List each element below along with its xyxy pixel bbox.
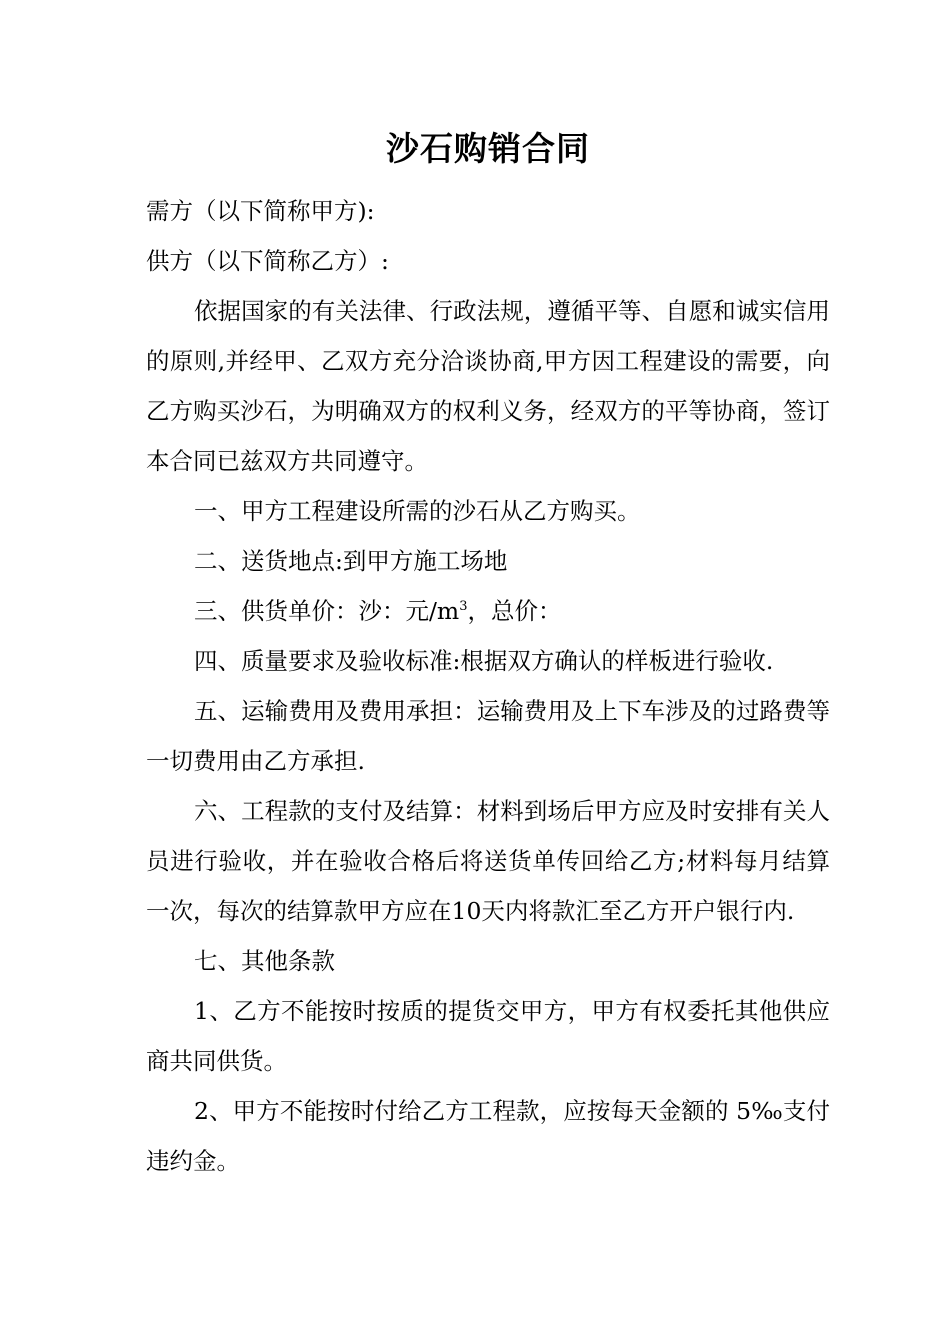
document-title: 沙石购销合同 [386,129,590,168]
clause-2: 二、送货地点:到甲方施工场地 [194,547,508,575]
seller-line: 供方（以下简称乙方）: [146,247,389,275]
clause-7-heading: 七、其他条款 [194,947,335,975]
clause-1: 一、甲方工程建设所需的沙石从乙方购买。 [194,497,641,525]
clause-6: 六、工程款的支付及结算：材料到场后甲方应及时安排有关人员进行验收，并在验收合格后将送货单传回给乙方;材料每月结算一次，每次的结算款甲方应在10天内将款汇至乙方开户银行内. [146,797,830,925]
buyer-line: 需方（以下简称甲方): [146,197,375,225]
contract-page [146,120,830,1186]
clause-4: 四、质量要求及验收标准:根据双方确认的样板进行验收. [194,647,774,675]
clause-3-text: 三、供货单价：沙：元/m [194,597,460,625]
clause-3-total: ，总价： [467,597,562,625]
clause-3 [146,586,830,636]
clause-7-item-1: 1、乙方不能按时按质的提货交甲方，甲方有权委托其他供应商共同供货。 [146,997,830,1075]
cubic-superscript: 3 [459,599,468,614]
clause-7-item-2: 2、甲方不能按时付给乙方工程款，应按每天金额的 5‰支付违约金。 [146,1097,830,1175]
clause-5: 五、运输费用及费用承担：运输费用及上下车涉及的过路费等一切费用由乙方承担. [146,697,830,775]
preamble-paragraph: 依据国家的有关法律、行政法规，遵循平等、自愿和诚实信用的原则,并经甲、乙双方充分洽谈协商,甲方因工程建设的需要，向乙方购买沙石，为明确双方的权利义务，经双方的平等协商，签订本合同已兹双方共同遵守。 [146,297,830,475]
